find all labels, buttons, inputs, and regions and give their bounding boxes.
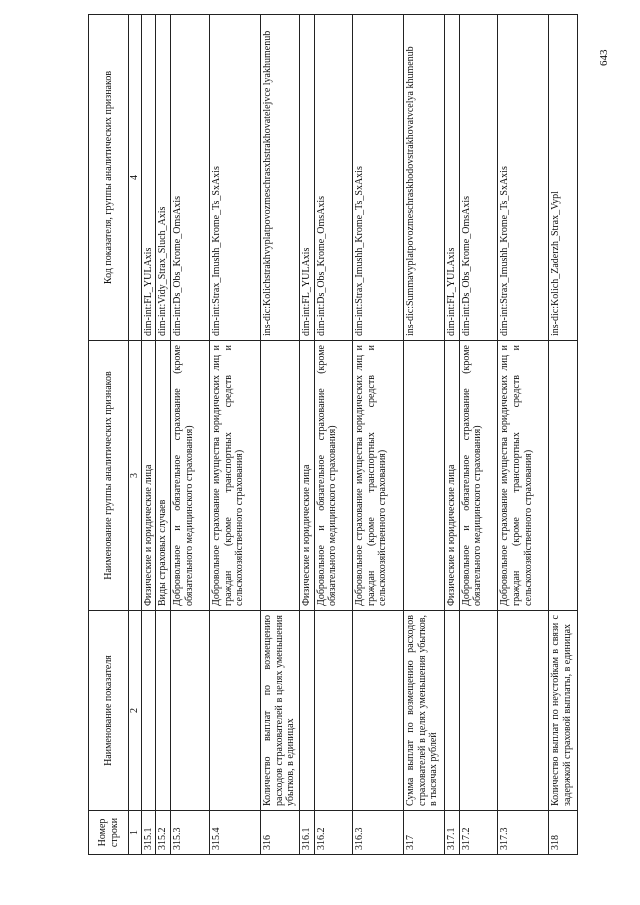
group-name [404, 341, 445, 611]
column-number: 3 [129, 341, 142, 611]
header-indicator-name: Наименование показателя [89, 611, 129, 811]
row-number: 317.2 [459, 811, 498, 855]
indicator-code: dim-int:Strax_Imushh_Krome_Ts_SxAxis [353, 15, 404, 341]
table-row [171, 15, 210, 855]
indicator-code: ins-dic:Kolichstrakhvyplatpovozmeschrasxhstrakhovatelejvce lyakhumenub [260, 15, 299, 341]
row-number: 315.4 [210, 811, 261, 855]
row-number: 316 [260, 811, 299, 855]
table-row [498, 15, 549, 855]
table-row [210, 15, 261, 855]
indicator-code: dim-int:FL_YULAxis [299, 15, 314, 341]
header-code: Код показателя, группы аналитических признаков [89, 15, 129, 341]
table-row [353, 15, 404, 855]
table-row [314, 15, 353, 855]
indicator-name [444, 611, 459, 811]
indicator-code: dim-int:Ds_Obs_Krome_OmsAxis [459, 15, 498, 341]
row-number: 317.3 [498, 811, 549, 855]
group-name: Виды страховых случаев [156, 341, 171, 611]
indicator-name [156, 611, 171, 811]
row-number: 317.1 [444, 811, 459, 855]
row-number: 315.2 [156, 811, 171, 855]
header-group-name: Наименование группы аналитических признаков [89, 341, 129, 611]
table-row [549, 15, 578, 855]
group-name: Добровольное и обязательное страхование (кроме обязательного медицинского страхования) [314, 341, 353, 611]
table-row [260, 15, 299, 855]
indicator-table [88, 14, 578, 855]
group-name: Добровольное страхование имущества юридических лиц и граждан (кроме транспортных средств и сельскохозяйственного страхования) [210, 341, 261, 611]
header-number: Номер строки [89, 811, 129, 855]
row-number: 317 [404, 811, 445, 855]
indicator-code: dim-int:Strax_Imushh_Krome_Ts_SxAxis [210, 15, 261, 341]
indicator-name: Сумма выплат по возмещению расходов страхователей в целях уменьшения убытков, в тысячах рублей [404, 611, 445, 811]
column-number: 1 [129, 811, 142, 855]
indicator-name [459, 611, 498, 811]
indicator-code: dim-int:Ds_Obs_Krome_OmsAxis [171, 15, 210, 341]
table-row [156, 15, 171, 855]
group-name: Физические и юридические лица [299, 341, 314, 611]
page-number: 643 [598, 49, 610, 66]
indicator-code: ins-dic:Kolich_Zaderzh_Strax_Vypl [549, 15, 578, 341]
row-number: 316.2 [314, 811, 353, 855]
table-row [141, 15, 156, 855]
group-name: Физические и юридические лица [141, 341, 156, 611]
group-name: Добровольное страхование имущества юридических лиц и граждан (кроме транспортных средств и сельскохозяйственного страхования) [498, 341, 549, 611]
indicator-name [314, 611, 353, 811]
group-name: Добровольное и обязательное страхование (кроме обязательного медицинского страхования) [171, 341, 210, 611]
row-number: 318 [549, 811, 578, 855]
column-number: 4 [129, 15, 142, 341]
indicator-name: Количество выплат по неустойкам в связи с задержкой страховой выплаты, в единицах [549, 611, 578, 811]
table-row [404, 15, 445, 855]
table-row [444, 15, 459, 855]
group-name: Добровольное и обязательное страхование (кроме обязательного медицинского страхования) [459, 341, 498, 611]
indicator-code: dim-int:Strax_Imushh_Krome_Ts_SxAxis [498, 15, 549, 341]
column-number: 2 [129, 611, 142, 811]
row-number: 316.3 [353, 811, 404, 855]
rotated-table-wrapper [88, 15, 578, 855]
row-number: 316.1 [299, 811, 314, 855]
column-number-row [129, 15, 142, 855]
row-number: 315.1 [141, 811, 156, 855]
indicator-code: dim-int:Ds_Obs_Krome_OmsAxis [314, 15, 353, 341]
header-row [89, 15, 129, 855]
group-name [260, 341, 299, 611]
indicator-code: dim-int:Vidy_Strax_Sluch_Axis [156, 15, 171, 341]
table-row [299, 15, 314, 855]
indicator-code: ins-dic:Summavyplatpovozmeschraskhodovstrakhovatvcelya khumenub [404, 15, 445, 341]
row-number: 315.3 [171, 811, 210, 855]
table-row [459, 15, 498, 855]
indicator-name: Количество выплат по возмещению расходов страхователей в целях уменьшения убытков, в единицах [260, 611, 299, 811]
indicator-name [353, 611, 404, 811]
indicator-code: dim-int:FL_YULAxis [444, 15, 459, 341]
indicator-name [498, 611, 549, 811]
group-name [549, 341, 578, 611]
group-name: Добровольное страхование имущества юридических лиц и граждан (кроме транспортных средств и сельскохозяйственного страхования) [353, 341, 404, 611]
indicator-name [171, 611, 210, 811]
indicator-code: dim-int:FL_YULAxis [141, 15, 156, 341]
indicator-name [299, 611, 314, 811]
indicator-name [210, 611, 261, 811]
indicator-name [141, 611, 156, 811]
group-name: Физические и юридические лица [444, 341, 459, 611]
